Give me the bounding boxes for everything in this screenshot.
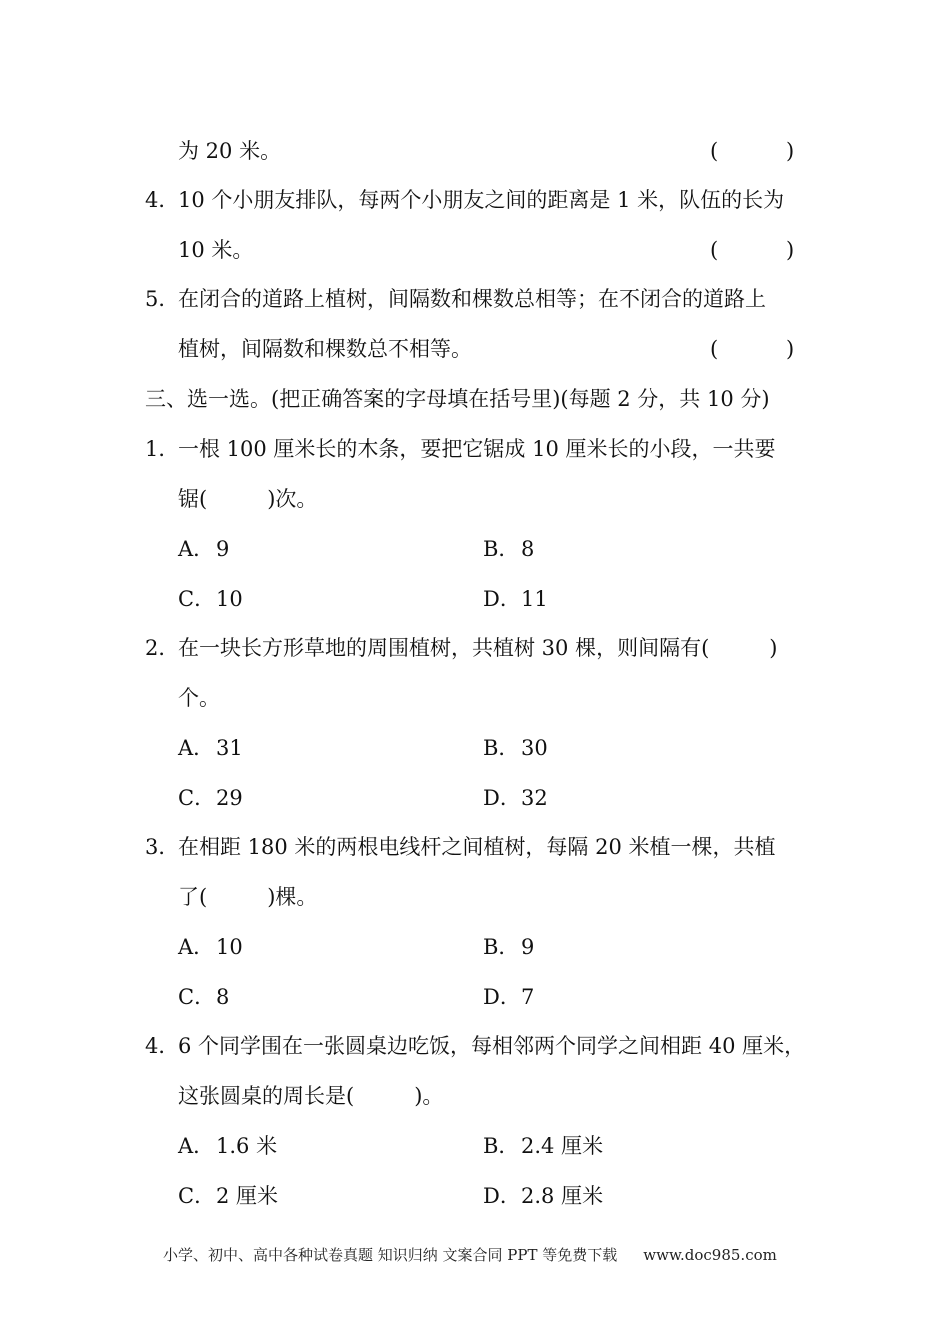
option-d[interactable]: D． 7 — [483, 985, 535, 1009]
page-footer — [163, 1245, 777, 1265]
question-number: 5． — [145, 287, 180, 311]
judge-q5-text-cont: 植树，间隔数和棵数总不相等。 — [178, 337, 472, 361]
judge-q4-text-cont: 10 米。 — [178, 238, 254, 262]
judge-q5-text: 在闭合的道路上植树，间隔数和棵数总相等；在不闭合的道路上 — [178, 287, 766, 311]
judge-q4-text: 10 个小朋友排队，每两个小朋友之间的距离是 1 米，队伍的长为 — [178, 188, 785, 212]
option-c[interactable]: C． 8 — [178, 985, 230, 1009]
choice-q1-text: 一根 100 厘米长的木条，要把它锯成 10 厘米长的小段，一共要 — [178, 437, 776, 461]
footer-link[interactable]: www.doc985.com — [643, 1246, 777, 1264]
answer-paren[interactable]: ( ) — [710, 238, 795, 262]
option-d[interactable]: D． 11 — [483, 587, 548, 611]
question-number: 4． — [145, 188, 180, 212]
question-number: 2． — [145, 636, 180, 660]
option-b[interactable]: B． 9 — [483, 935, 535, 959]
option-a[interactable]: A． 1.6 米 — [178, 1134, 278, 1158]
option-a[interactable]: A． 31 — [178, 736, 243, 760]
option-b[interactable]: B． 8 — [483, 537, 535, 561]
judge-q3-tail: 为 20 米。 — [178, 139, 282, 163]
option-b[interactable]: B． 2.4 厘米 — [483, 1134, 604, 1158]
question-number: 4． — [145, 1034, 180, 1058]
question-number: 1． — [145, 437, 180, 461]
option-d[interactable]: D． 32 — [483, 786, 548, 810]
choice-q2-text: 在一块长方形草地的周围植树，共植树 30 棵，则间隔有( — [178, 636, 710, 660]
footer-text: 小学、初中、高中各种试卷真题 知识归纳 文案合同 PPT 等免费下载 — [163, 1246, 618, 1264]
choice-q2-text-cont: 个。 — [178, 686, 220, 710]
option-a[interactable]: A． 9 — [178, 537, 230, 561]
choice-q3-text: 在相距 180 米的两根电线杆之间植树，每隔 20 米植一棵，共植 — [178, 835, 776, 859]
option-a[interactable]: A． 10 — [178, 935, 243, 959]
option-d[interactable]: D． 2.8 厘米 — [483, 1184, 604, 1208]
answer-paren[interactable]: ( ) — [710, 337, 795, 361]
choice-q4-text: 6 个同学围在一张圆桌边吃饭，每相邻两个同学之间相距 40 厘米， — [178, 1034, 806, 1058]
question-number: 3． — [145, 835, 180, 859]
option-c[interactable]: C． 29 — [178, 786, 243, 810]
option-b[interactable]: B． 30 — [483, 736, 548, 760]
option-c[interactable]: C． 10 — [178, 587, 243, 611]
option-c[interactable]: C． 2 厘米 — [178, 1184, 279, 1208]
answer-paren[interactable]: ( ) — [710, 139, 795, 163]
